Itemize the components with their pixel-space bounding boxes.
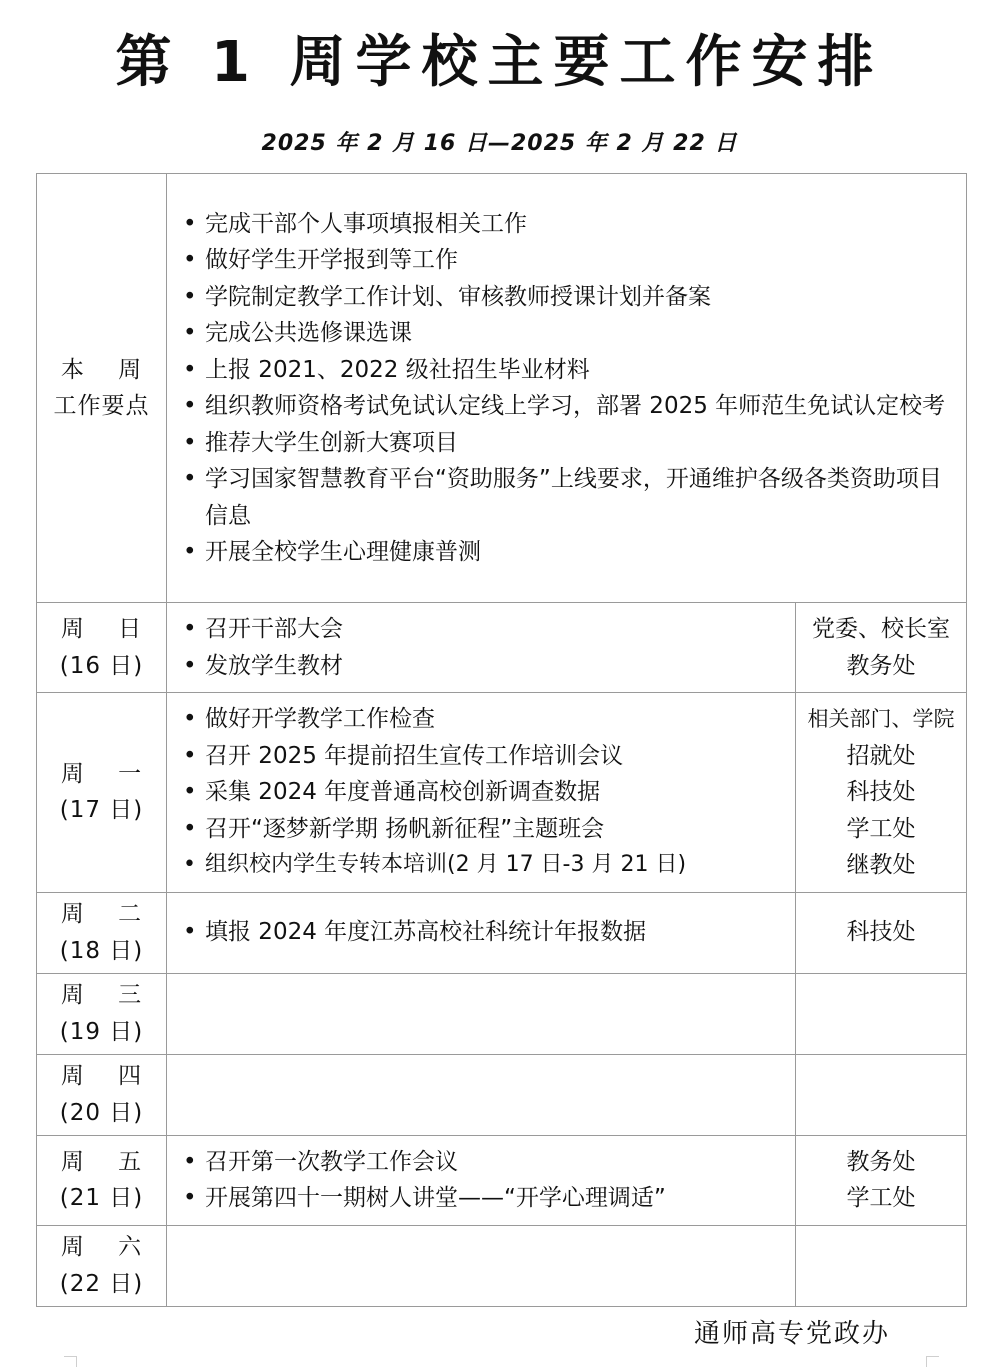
dept-name: 党委、校长室 (812, 616, 950, 642)
day-name: 周 日 (60, 616, 143, 642)
day-row-sunday (37, 603, 967, 693)
dept-name: 教务处 (846, 1148, 916, 1175)
dept-cell (796, 973, 967, 1054)
list-item: • 组织教师资格考试免试认定线上学习，部署 2025 年师范生免试认定校考 (181, 388, 960, 425)
dept-cell (796, 1135, 967, 1225)
day-items-cell (167, 693, 796, 893)
issuer-signature: 通师高专党政办 (694, 1319, 891, 1349)
day-row-wednesday (37, 973, 967, 1054)
day-label (37, 1054, 167, 1135)
dept-cell (796, 603, 967, 693)
dept-cell (796, 1225, 967, 1306)
day-items-cell (167, 973, 796, 1054)
key-points-list-cell (167, 174, 967, 603)
day-date: (19 日) (59, 1018, 144, 1045)
list-item: • 召开 2025 年提前招生宣传工作培训会议 (181, 738, 789, 775)
dept-name: 学工处 (846, 1185, 916, 1211)
day-items-cell (167, 603, 796, 693)
dept-name: 继教处 (846, 852, 916, 878)
dept-name: 科技处 (846, 779, 916, 805)
list-item: • 开展第四十一期树人讲堂——“开学心理调适” (181, 1180, 789, 1217)
schedule-table (36, 173, 967, 1307)
day-items-cell (167, 892, 796, 973)
list-item: • 做好学生开学报到等工作 (181, 242, 960, 279)
day-name: 周 一 (60, 760, 143, 787)
list-item: • 学习国家智慧教育平台“资助服务”上线要求，开通维护各级各类资助项目信息 (181, 461, 960, 534)
day-items-cell (167, 1054, 796, 1135)
day-name: 周 二 (60, 901, 143, 927)
day-row-tuesday (37, 892, 967, 973)
dept-cell (796, 892, 967, 973)
dept-cell (796, 693, 967, 893)
day-date: (21 日) (59, 1185, 144, 1211)
list-item: • 召开干部大会 (181, 611, 789, 648)
key-points-label (37, 174, 167, 603)
list-item: • 完成干部个人事项填报相关工作 (181, 206, 960, 243)
list-item: • 学院制定教学工作计划、审核教师授课计划并备案 (181, 279, 960, 316)
date-range: 2025 年 2 月 16 日—2025 年 2 月 22 日 (261, 131, 738, 156)
list-item: • 开展全校学生心理健康普测 (181, 534, 960, 571)
list-item: • 完成公共选修课选课 (181, 315, 960, 352)
dept-cell (796, 1054, 967, 1135)
day-name: 周 五 (60, 1148, 143, 1175)
list-item: • 做好开学教学工作检查 (181, 701, 789, 738)
day-label (37, 693, 167, 893)
day-label (37, 1225, 167, 1306)
page-title: 第 1 周学校主要工作安排 (115, 30, 884, 95)
key-points-label-line2: 工作要点 (53, 393, 150, 419)
page-corner-mark (64, 1356, 77, 1367)
key-points-row (37, 174, 967, 603)
day-name: 周 四 (60, 1063, 143, 1089)
day-row-monday (37, 693, 967, 893)
list-item: • 召开“逐梦新学期 扬帆新征程”主题班会 (181, 811, 789, 848)
day-row-thursday (37, 1054, 967, 1135)
dept-name: 招就处 (846, 742, 916, 769)
day-label (37, 1135, 167, 1225)
key-points-label-line1: 本 周 (60, 356, 143, 383)
list-item: • 发放学生教材 (181, 648, 789, 685)
day-name: 周 三 (60, 982, 143, 1008)
day-date: (22 日) (59, 1270, 144, 1297)
list-item: • 采集 2024 年度普通高校创新调查数据 (181, 774, 789, 811)
day-items-cell (167, 1135, 796, 1225)
day-date: (17 日) (59, 797, 144, 824)
dept-name: 教务处 (846, 652, 916, 679)
day-date: (16 日) (59, 652, 144, 679)
key-points-list (181, 206, 960, 571)
day-label (37, 892, 167, 973)
page-corner-mark (926, 1356, 939, 1367)
dept-name: 科技处 (846, 919, 916, 946)
dept-name: 学工处 (846, 815, 916, 842)
day-date: (20 日) (59, 1099, 144, 1126)
day-row-saturday (37, 1225, 967, 1306)
list-item: • 上报 2021、2022 级社招生毕业材料 (181, 352, 960, 389)
day-name: 周 六 (60, 1234, 143, 1260)
day-date: (18 日) (59, 937, 144, 964)
list-item: • 组织校内学生专转本培训(2 月 17 日-3 月 21 日) (181, 847, 789, 884)
day-label (37, 603, 167, 693)
dept-name: 相关部门、学院 (807, 707, 955, 731)
day-row-friday (37, 1135, 967, 1225)
day-label (37, 973, 167, 1054)
list-item: • 推荐大学生创新大赛项目 (181, 425, 960, 462)
list-item: • 召开第一次教学工作会议 (181, 1144, 789, 1181)
list-item: • 填报 2024 年度江苏高校社科统计年报数据 (181, 914, 789, 951)
day-items-cell (167, 1225, 796, 1306)
